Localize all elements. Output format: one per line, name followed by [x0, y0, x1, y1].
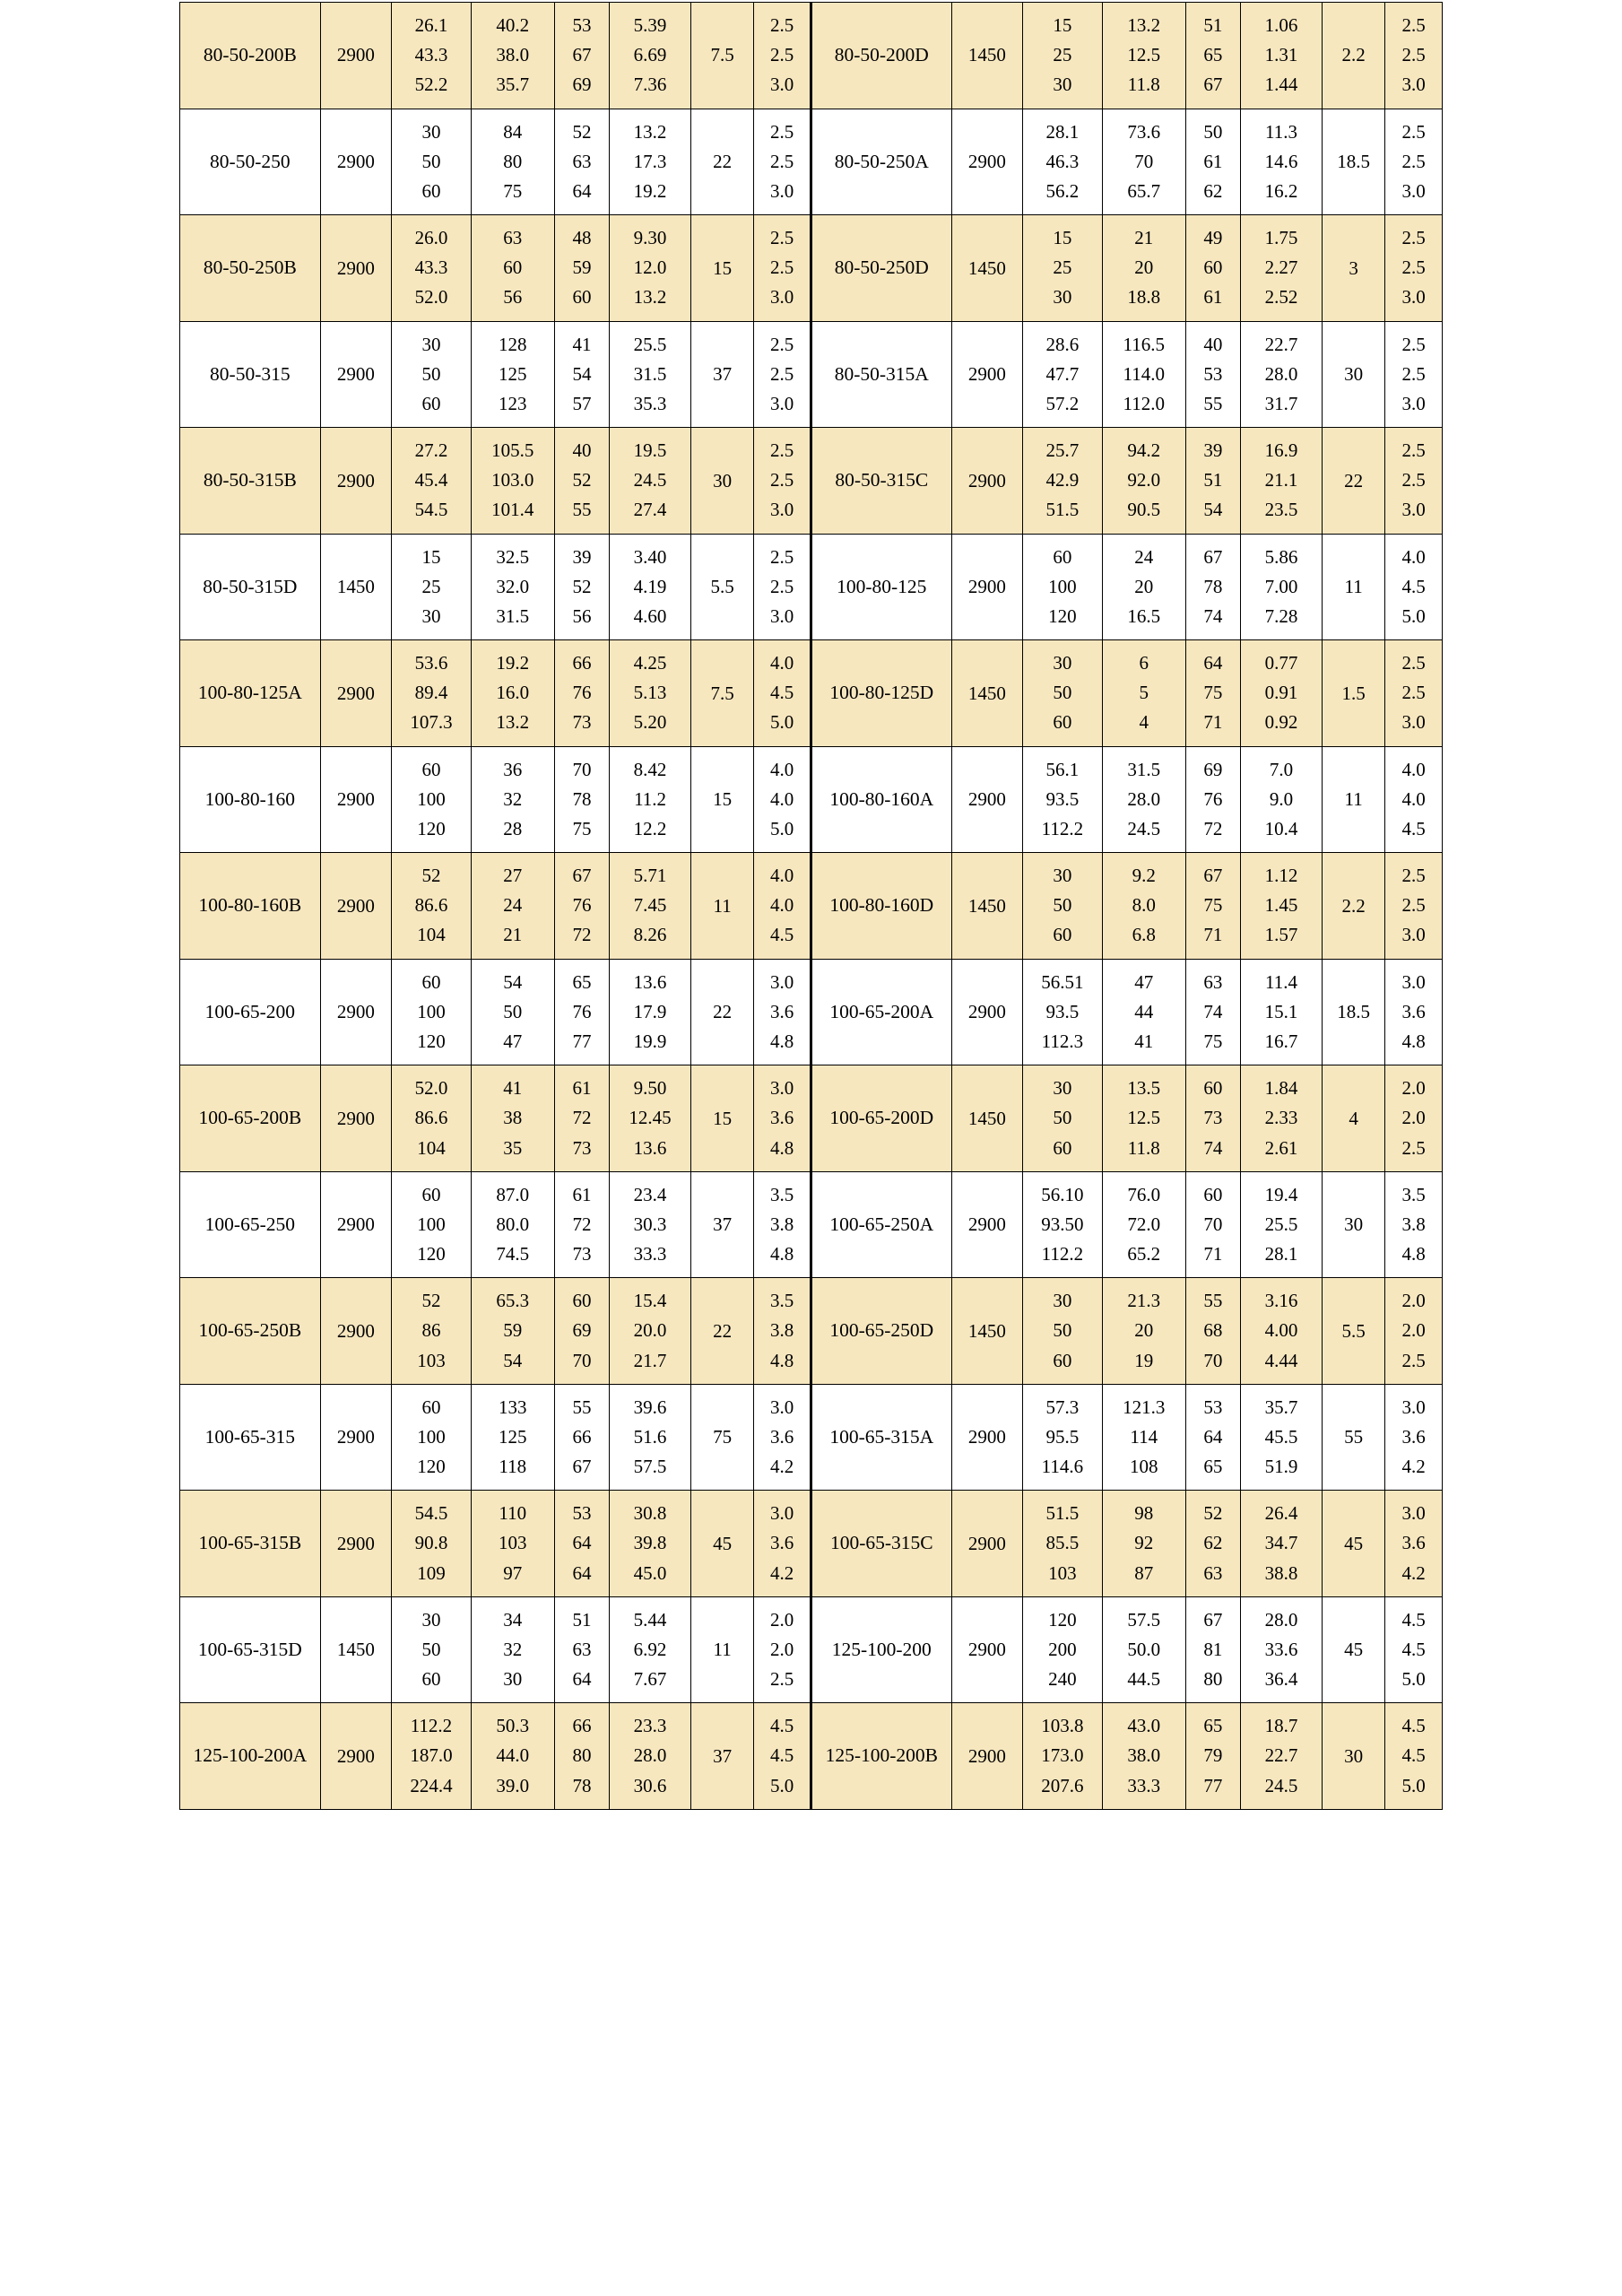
- cell-power: 22: [1322, 428, 1384, 535]
- pump-performance-table: [179, 2, 1443, 1810]
- cell-head: 36 32 28: [471, 746, 554, 853]
- cell-power: 37: [690, 1703, 753, 1810]
- cell-head: 47 44 41: [1102, 959, 1185, 1065]
- cell-head: 65.3 59 54: [471, 1278, 554, 1385]
- cell-npsh: 19.4 25.5 28.1: [1241, 1171, 1323, 1278]
- cell-model: 100-80-160: [180, 746, 321, 853]
- cell-speed: 2900: [320, 1384, 391, 1491]
- cell-npsh: 39.6 51.6 57.5: [610, 1384, 691, 1491]
- cell-npsh: 13.6 17.9 19.9: [610, 959, 691, 1065]
- cell-model: 100-80-160B: [180, 853, 321, 960]
- cell-diameter: 2.5 2.5 3.0: [1385, 109, 1443, 215]
- cell-speed: 1450: [320, 534, 391, 640]
- cell-efficiency: 64 75 71: [1185, 640, 1240, 747]
- cell-efficiency: 51 65 67: [1185, 3, 1240, 109]
- cell-efficiency: 51 63 64: [554, 1596, 609, 1703]
- cell-diameter: 2.0 2.0 2.5: [1385, 1278, 1443, 1385]
- cell-power: 11: [690, 853, 753, 960]
- cell-efficiency: 53 67 69: [554, 3, 609, 109]
- cell-npsh: 5.71 7.45 8.26: [610, 853, 691, 960]
- cell-head: 57.5 50.0 44.5: [1102, 1596, 1185, 1703]
- cell-power: 5.5: [1322, 1278, 1384, 1385]
- cell-flow: 15 25 30: [1023, 215, 1103, 322]
- cell-diameter: 4.5 4.5 5.0: [1385, 1703, 1443, 1810]
- cell-npsh: 13.2 17.3 19.2: [610, 109, 691, 215]
- cell-power: 45: [690, 1491, 753, 1597]
- cell-model: 80-50-315D: [180, 534, 321, 640]
- cell-speed: 2900: [320, 3, 391, 109]
- cell-flow: 26.1 43.3 52.2: [392, 3, 472, 109]
- cell-head: 54 50 47: [471, 959, 554, 1065]
- cell-power: 18.5: [1322, 959, 1384, 1065]
- cell-model: 125-100-200: [811, 1596, 951, 1703]
- cell-flow: 51.5 85.5 103: [1023, 1491, 1103, 1597]
- cell-efficiency: 39 52 56: [554, 534, 609, 640]
- cell-head: 121.3 114 108: [1102, 1384, 1185, 1491]
- cell-efficiency: 61 72 73: [554, 1171, 609, 1278]
- cell-speed: 2900: [320, 215, 391, 322]
- cell-diameter: 3.0 3.6 4.2: [1385, 1491, 1443, 1597]
- cell-model: 100-65-250: [180, 1171, 321, 1278]
- cell-efficiency: 60 70 71: [1185, 1171, 1240, 1278]
- cell-efficiency: 67 78 74: [1185, 534, 1240, 640]
- cell-diameter: 3.5 3.8 4.8: [754, 1278, 811, 1385]
- cell-flow: 25.7 42.9 51.5: [1023, 428, 1103, 535]
- cell-head: 116.5 114.0 112.0: [1102, 321, 1185, 428]
- cell-speed: 2900: [951, 109, 1022, 215]
- cell-power: 55: [1322, 1384, 1384, 1491]
- cell-efficiency: 67 81 80: [1185, 1596, 1240, 1703]
- cell-flow: 60 100 120: [1023, 534, 1103, 640]
- cell-model: 80-50-250D: [811, 215, 951, 322]
- table-row: [180, 640, 1443, 747]
- cell-model: 100-80-125D: [811, 640, 951, 747]
- cell-efficiency: 52 63 64: [554, 109, 609, 215]
- cell-npsh: 8.42 11.2 12.2: [610, 746, 691, 853]
- cell-model: 80-50-315A: [811, 321, 951, 428]
- cell-diameter: 4.0 4.0 4.5: [754, 853, 811, 960]
- cell-speed: 2900: [320, 1065, 391, 1172]
- cell-flow: 120 200 240: [1023, 1596, 1103, 1703]
- cell-diameter: 2.5 2.5 3.0: [754, 321, 811, 428]
- cell-speed: 2900: [320, 746, 391, 853]
- cell-speed: 2900: [320, 321, 391, 428]
- cell-npsh: 1.84 2.33 2.61: [1241, 1065, 1323, 1172]
- cell-head: 98 92 87: [1102, 1491, 1185, 1597]
- cell-model: 100-80-125: [811, 534, 951, 640]
- cell-flow: 30 50 60: [1023, 1278, 1103, 1385]
- cell-flow: 60 100 120: [392, 1171, 472, 1278]
- cell-head: 128 125 123: [471, 321, 554, 428]
- cell-efficiency: 40 52 55: [554, 428, 609, 535]
- cell-speed: 1450: [320, 1596, 391, 1703]
- cell-flow: 56.1 93.5 112.2: [1023, 746, 1103, 853]
- cell-model: 125-100-200A: [180, 1703, 321, 1810]
- cell-diameter: 2.5 2.5 3.0: [754, 3, 811, 109]
- table-row: [180, 428, 1443, 535]
- cell-model: 100-65-200A: [811, 959, 951, 1065]
- page-sheet: [0, 2, 1622, 2296]
- cell-flow: 52.0 86.6 104: [392, 1065, 472, 1172]
- cell-efficiency: 60 73 74: [1185, 1065, 1240, 1172]
- cell-head: 84 80 75: [471, 109, 554, 215]
- table-row: [180, 853, 1443, 960]
- cell-efficiency: 40 53 55: [1185, 321, 1240, 428]
- cell-flow: 30 50 60: [1023, 1065, 1103, 1172]
- cell-flow: 30 50 60: [392, 109, 472, 215]
- table-row: [180, 1596, 1443, 1703]
- cell-flow: 53.6 89.4 107.3: [392, 640, 472, 747]
- cell-head: 63 60 56: [471, 215, 554, 322]
- cell-head: 76.0 72.0 65.2: [1102, 1171, 1185, 1278]
- cell-flow: 30 50 60: [1023, 640, 1103, 747]
- cell-power: 75: [690, 1384, 753, 1491]
- cell-diameter: 2.5 2.5 3.0: [754, 109, 811, 215]
- table-row: [180, 534, 1443, 640]
- cell-efficiency: 65 76 77: [554, 959, 609, 1065]
- cell-flow: 30 50 60: [1023, 853, 1103, 960]
- cell-efficiency: 52 62 63: [1185, 1491, 1240, 1597]
- cell-npsh: 1.12 1.45 1.57: [1241, 853, 1323, 960]
- table-row: [180, 215, 1443, 322]
- cell-npsh: 35.7 45.5 51.9: [1241, 1384, 1323, 1491]
- cell-head: 43.0 38.0 33.3: [1102, 1703, 1185, 1810]
- cell-head: 73.6 70 65.7: [1102, 109, 1185, 215]
- cell-speed: 2900: [320, 1703, 391, 1810]
- cell-model: 80-50-250B: [180, 215, 321, 322]
- cell-head: 94.2 92.0 90.5: [1102, 428, 1185, 535]
- cell-flow: 57.3 95.5 114.6: [1023, 1384, 1103, 1491]
- cell-speed: 2900: [951, 1171, 1022, 1278]
- cell-power: 7.5: [690, 640, 753, 747]
- cell-speed: 2900: [951, 321, 1022, 428]
- cell-speed: 2900: [951, 959, 1022, 1065]
- cell-flow: 103.8 173.0 207.6: [1023, 1703, 1103, 1810]
- cell-power: 18.5: [1322, 109, 1384, 215]
- cell-flow: 30 50 60: [392, 1596, 472, 1703]
- cell-power: 15: [690, 1065, 753, 1172]
- cell-model: 80-50-200D: [811, 3, 951, 109]
- cell-npsh: 28.0 33.6 36.4: [1241, 1596, 1323, 1703]
- cell-npsh: 19.5 24.5 27.4: [610, 428, 691, 535]
- cell-speed: 2900: [320, 428, 391, 535]
- cell-head: 13.2 12.5 11.8: [1102, 3, 1185, 109]
- cell-speed: 2900: [951, 1596, 1022, 1703]
- cell-head: 9.2 8.0 6.8: [1102, 853, 1185, 960]
- table-row: [180, 109, 1443, 215]
- cell-model: 100-80-160D: [811, 853, 951, 960]
- cell-diameter: 4.0 4.5 5.0: [1385, 534, 1443, 640]
- cell-power: 11: [1322, 746, 1384, 853]
- cell-speed: 2900: [951, 746, 1022, 853]
- cell-speed: 2900: [951, 428, 1022, 535]
- cell-npsh: 1.75 2.27 2.52: [1241, 215, 1323, 322]
- cell-npsh: 9.30 12.0 13.2: [610, 215, 691, 322]
- cell-npsh: 11.4 15.1 16.7: [1241, 959, 1323, 1065]
- cell-efficiency: 69 76 72: [1185, 746, 1240, 853]
- cell-npsh: 3.16 4.00 4.44: [1241, 1278, 1323, 1385]
- cell-power: 7.5: [690, 3, 753, 109]
- cell-npsh: 1.06 1.31 1.44: [1241, 3, 1323, 109]
- cell-flow: 54.5 90.8 109: [392, 1491, 472, 1597]
- cell-diameter: 2.5 2.5 3.0: [1385, 3, 1443, 109]
- cell-efficiency: 48 59 60: [554, 215, 609, 322]
- cell-flow: 52 86 103: [392, 1278, 472, 1385]
- cell-npsh: 3.40 4.19 4.60: [610, 534, 691, 640]
- cell-head: 40.2 38.0 35.7: [471, 3, 554, 109]
- cell-model: 125-100-200B: [811, 1703, 951, 1810]
- cell-npsh: 5.44 6.92 7.67: [610, 1596, 691, 1703]
- cell-diameter: 2.5 2.5 3.0: [754, 428, 811, 535]
- cell-efficiency: 67 76 72: [554, 853, 609, 960]
- cell-power: 37: [690, 1171, 753, 1278]
- cell-diameter: 4.5 4.5 5.0: [754, 1703, 811, 1810]
- cell-speed: 2900: [951, 1491, 1022, 1597]
- cell-diameter: 2.5 2.5 3.0: [754, 215, 811, 322]
- cell-head: 133 125 118: [471, 1384, 554, 1491]
- cell-diameter: 2.5 2.5 3.0: [1385, 640, 1443, 747]
- cell-efficiency: 63 74 75: [1185, 959, 1240, 1065]
- cell-model: 100-65-250D: [811, 1278, 951, 1385]
- cell-efficiency: 70 78 75: [554, 746, 609, 853]
- cell-power: 22: [690, 959, 753, 1065]
- cell-speed: 1450: [951, 1278, 1022, 1385]
- cell-model: 100-65-200B: [180, 1065, 321, 1172]
- table-row: [180, 746, 1443, 853]
- cell-efficiency: 39 51 54: [1185, 428, 1240, 535]
- cell-model: 80-50-250A: [811, 109, 951, 215]
- cell-diameter: 2.5 2.5 3.0: [1385, 853, 1443, 960]
- cell-efficiency: 49 60 61: [1185, 215, 1240, 322]
- cell-model: 100-65-250A: [811, 1171, 951, 1278]
- cell-diameter: 3.0 3.6 4.8: [1385, 959, 1443, 1065]
- cell-model: 100-65-200: [180, 959, 321, 1065]
- cell-efficiency: 67 75 71: [1185, 853, 1240, 960]
- cell-power: 22: [690, 1278, 753, 1385]
- cell-diameter: 3.0 3.6 4.2: [1385, 1384, 1443, 1491]
- cell-flow: 28.6 47.7 57.2: [1023, 321, 1103, 428]
- cell-head: 105.5 103.0 101.4: [471, 428, 554, 535]
- table-row: [180, 1384, 1443, 1491]
- cell-diameter: 2.5 2.5 3.0: [1385, 428, 1443, 535]
- cell-diameter: 2.5 2.5 3.0: [1385, 215, 1443, 322]
- cell-flow: 30 50 60: [392, 321, 472, 428]
- cell-flow: 56.51 93.5 112.3: [1023, 959, 1103, 1065]
- cell-power: 45: [1322, 1491, 1384, 1597]
- cell-npsh: 11.3 14.6 16.2: [1241, 109, 1323, 215]
- cell-npsh: 30.8 39.8 45.0: [610, 1491, 691, 1597]
- cell-speed: 1450: [951, 1065, 1022, 1172]
- cell-model: 80-50-200B: [180, 3, 321, 109]
- cell-diameter: 3.0 3.6 4.8: [754, 1065, 811, 1172]
- cell-npsh: 15.4 20.0 21.7: [610, 1278, 691, 1385]
- cell-head: 6 5 4: [1102, 640, 1185, 747]
- cell-npsh: 7.0 9.0 10.4: [1241, 746, 1323, 853]
- cell-power: 30: [690, 428, 753, 535]
- cell-model: 100-65-200D: [811, 1065, 951, 1172]
- cell-npsh: 9.50 12.45 13.6: [610, 1065, 691, 1172]
- cell-flow: 26.0 43.3 52.0: [392, 215, 472, 322]
- cell-power: 2.2: [1322, 3, 1384, 109]
- cell-power: 3: [1322, 215, 1384, 322]
- cell-power: 15: [690, 215, 753, 322]
- table-row: [180, 1491, 1443, 1597]
- cell-model: 80-50-315: [180, 321, 321, 428]
- cell-diameter: 2.5 2.5 3.0: [754, 534, 811, 640]
- cell-flow: 60 100 120: [392, 1384, 472, 1491]
- cell-npsh: 25.5 31.5 35.3: [610, 321, 691, 428]
- cell-efficiency: 55 66 67: [554, 1384, 609, 1491]
- cell-npsh: 5.39 6.69 7.36: [610, 3, 691, 109]
- cell-flow: 112.2 187.0 224.4: [392, 1703, 472, 1810]
- cell-power: 4: [1322, 1065, 1384, 1172]
- table-row: [180, 3, 1443, 109]
- cell-npsh: 26.4 34.7 38.8: [1241, 1491, 1323, 1597]
- cell-npsh: 23.3 28.0 30.6: [610, 1703, 691, 1810]
- cell-power: 2.2: [1322, 853, 1384, 960]
- cell-speed: 1450: [951, 3, 1022, 109]
- cell-flow: 27.2 45.4 54.5: [392, 428, 472, 535]
- cell-speed: 2900: [320, 109, 391, 215]
- cell-flow: 60 100 120: [392, 746, 472, 853]
- cell-efficiency: 55 68 70: [1185, 1278, 1240, 1385]
- cell-speed: 2900: [320, 1278, 391, 1385]
- table-row: [180, 959, 1443, 1065]
- cell-diameter: 3.0 3.6 4.8: [754, 959, 811, 1065]
- cell-speed: 2900: [951, 1384, 1022, 1491]
- cell-model: 100-65-315: [180, 1384, 321, 1491]
- cell-head: 87.0 80.0 74.5: [471, 1171, 554, 1278]
- cell-efficiency: 53 64 64: [554, 1491, 609, 1597]
- cell-power: 11: [1322, 534, 1384, 640]
- cell-model: 80-50-315B: [180, 428, 321, 535]
- table-row: [180, 1065, 1443, 1172]
- cell-power: 30: [1322, 321, 1384, 428]
- cell-model: 100-65-250B: [180, 1278, 321, 1385]
- cell-diameter: 3.0 3.6 4.2: [754, 1491, 811, 1597]
- cell-diameter: 2.0 2.0 2.5: [754, 1596, 811, 1703]
- table-row: [180, 1703, 1443, 1810]
- cell-flow: 56.10 93.50 112.2: [1023, 1171, 1103, 1278]
- cell-efficiency: 66 80 78: [554, 1703, 609, 1810]
- cell-diameter: 4.0 4.5 5.0: [754, 640, 811, 747]
- cell-efficiency: 66 76 73: [554, 640, 609, 747]
- cell-power: 45: [1322, 1596, 1384, 1703]
- cell-diameter: 4.0 4.0 4.5: [1385, 746, 1443, 853]
- cell-efficiency: 61 72 73: [554, 1065, 609, 1172]
- cell-speed: 2900: [320, 1491, 391, 1597]
- cell-speed: 1450: [951, 640, 1022, 747]
- cell-npsh: 5.86 7.00 7.28: [1241, 534, 1323, 640]
- cell-power: 22: [690, 109, 753, 215]
- cell-power: 5.5: [690, 534, 753, 640]
- cell-speed: 2900: [320, 853, 391, 960]
- cell-efficiency: 50 61 62: [1185, 109, 1240, 215]
- cell-flow: 28.1 46.3 56.2: [1023, 109, 1103, 215]
- cell-head: 50.3 44.0 39.0: [471, 1703, 554, 1810]
- cell-model: 100-80-125A: [180, 640, 321, 747]
- cell-model: 100-65-315A: [811, 1384, 951, 1491]
- cell-speed: 1450: [951, 215, 1022, 322]
- cell-efficiency: 65 79 77: [1185, 1703, 1240, 1810]
- cell-head: 34 32 30: [471, 1596, 554, 1703]
- table-row: [180, 1171, 1443, 1278]
- cell-speed: 2900: [951, 534, 1022, 640]
- cell-head: 41 38 35: [471, 1065, 554, 1172]
- cell-speed: 2900: [320, 1171, 391, 1278]
- table-row: [180, 1278, 1443, 1385]
- cell-efficiency: 53 64 65: [1185, 1384, 1240, 1491]
- cell-npsh: 0.77 0.91 0.92: [1241, 640, 1323, 747]
- cell-diameter: 3.5 3.8 4.8: [1385, 1171, 1443, 1278]
- cell-speed: 2900: [951, 1703, 1022, 1810]
- cell-head: 21 20 18.8: [1102, 215, 1185, 322]
- cell-speed: 1450: [951, 853, 1022, 960]
- cell-head: 110 103 97: [471, 1491, 554, 1597]
- cell-efficiency: 60 69 70: [554, 1278, 609, 1385]
- cell-model: 80-50-315C: [811, 428, 951, 535]
- cell-diameter: 3.5 3.8 4.8: [754, 1171, 811, 1278]
- cell-power: 11: [690, 1596, 753, 1703]
- cell-npsh: 4.25 5.13 5.20: [610, 640, 691, 747]
- cell-model: 80-50-250: [180, 109, 321, 215]
- cell-head: 27 24 21: [471, 853, 554, 960]
- cell-flow: 52 86.6 104: [392, 853, 472, 960]
- cell-speed: 2900: [320, 640, 391, 747]
- cell-power: 30: [1322, 1171, 1384, 1278]
- cell-head: 31.5 28.0 24.5: [1102, 746, 1185, 853]
- cell-speed: 2900: [320, 959, 391, 1065]
- cell-model: 100-65-315C: [811, 1491, 951, 1597]
- table-body: [180, 3, 1443, 1810]
- cell-head: 19.2 16.0 13.2: [471, 640, 554, 747]
- cell-flow: 60 100 120: [392, 959, 472, 1065]
- cell-power: 1.5: [1322, 640, 1384, 747]
- cell-diameter: 4.5 4.5 5.0: [1385, 1596, 1443, 1703]
- cell-model: 100-65-315D: [180, 1596, 321, 1703]
- cell-diameter: 2.5 2.5 3.0: [1385, 321, 1443, 428]
- cell-npsh: 22.7 28.0 31.7: [1241, 321, 1323, 428]
- cell-npsh: 23.4 30.3 33.3: [610, 1171, 691, 1278]
- cell-npsh: 18.7 22.7 24.5: [1241, 1703, 1323, 1810]
- cell-head: 32.5 32.0 31.5: [471, 534, 554, 640]
- cell-head: 13.5 12.5 11.8: [1102, 1065, 1185, 1172]
- cell-head: 24 20 16.5: [1102, 534, 1185, 640]
- cell-power: 30: [1322, 1703, 1384, 1810]
- cell-power: 37: [690, 321, 753, 428]
- cell-power: 15: [690, 746, 753, 853]
- cell-diameter: 3.0 3.6 4.2: [754, 1384, 811, 1491]
- cell-head: 21.3 20 19: [1102, 1278, 1185, 1385]
- cell-diameter: 2.0 2.0 2.5: [1385, 1065, 1443, 1172]
- cell-efficiency: 41 54 57: [554, 321, 609, 428]
- cell-npsh: 16.9 21.1 23.5: [1241, 428, 1323, 535]
- cell-flow: 15 25 30: [1023, 3, 1103, 109]
- cell-flow: 15 25 30: [392, 534, 472, 640]
- table-row: [180, 321, 1443, 428]
- cell-diameter: 4.0 4.0 5.0: [754, 746, 811, 853]
- cell-model: 100-80-160A: [811, 746, 951, 853]
- cell-model: 100-65-315B: [180, 1491, 321, 1597]
